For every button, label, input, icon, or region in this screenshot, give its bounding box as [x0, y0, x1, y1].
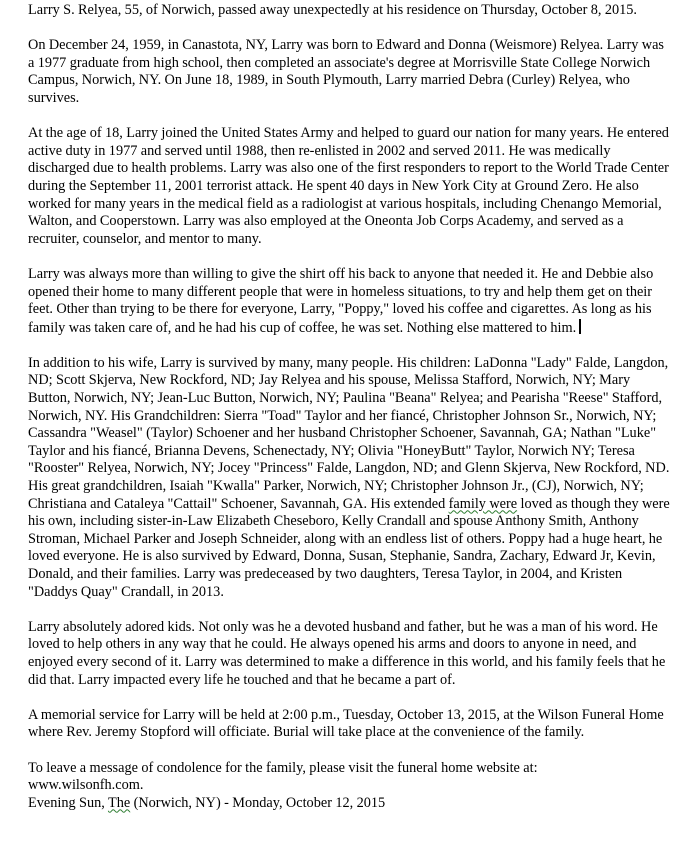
text-cursor	[579, 319, 581, 334]
military-career-paragraph: At the age of 18, Larry joined the United States Army and helped to guard our nation for many years. He entered active duty in 1977 and served until 1988, then re-enlisted in 2002 and served 2011. He was medically discharged due to health problems. Larry was also one of the first responders to report to the World Trade Center during the September 11, 2001 terrorist attack. He spent 40 days in New York City at Ground Zero. He also worked for many years in the medical field as a radiologist at various hospitals, including Chenango Memorial, Walton, and Cooperstown. Larry was also employed at the Oneonta Job Corps Academy, and served as a recruiter, counselor, and mentor to many.	[28, 125, 669, 247]
grammar-flagged-word[interactable]: The	[107, 794, 131, 811]
condolence-paragraph	[28, 760, 672, 813]
obituary-document[interactable]	[28, 2, 672, 812]
survivors-text-start: In addition to his wife, Larry is survived by many, many people. His children: LaDonna "Lady" Falde, Langdon, ND; Scott Skjerva, New Rockford, ND; Jay Relyea and his spouse, Melissa Stafford, Norwich, NY; Mary Button, Norwich, NY; Jean-Luc Button, Norwich, NY; Paulina "Beana" Relyea; and Pearisha "Reese" Stafford, Norwich, NY. His Grandchildren: Sierra "Toad" Taylor and her fiancé, Christopher Johnson Sr., Norwich, NY; Cassandra "Weasel" (Taylor) Schoener and her husband Christopher Schoener, Savannah, GA; Nathan "Luke" Taylor and his fiancé, Brianna Devens, Schenectady, NY; Olivia "HoneyButt" Taylor, Norwich NY; Teresa "Rooster" Relyea, Norwich, NY; Jocey "Princess" Falde, Langdon, ND; and Glenn Skjerva, New Rockford, ND. His great grandchildren, Isaiah "Kwalla" Parker, Norwich, NY; Christopher Johnson Jr., (CJ), Norwich, NY; Christiana and Cataleya "Cattail" Schoener, Savannah, GA. His extended	[28, 354, 670, 512]
birth-education-paragraph: On December 24, 1959, in Canastota, NY, Larry was born to Edward and Donna (Weismore) Relyea. Larry was a 1977 graduate from high school, then completed an associate's degree at Morrisville State College Norwich Campus, Norwich, NY. On June 18, 1989, in South Plymouth, Larry married Debra (Curley) Relyea, who survives.	[28, 37, 664, 106]
tribute-paragraph: Larry absolutely adored kids. Not only was he a devoted husband and father, but he was a man of his word. He loved to help others in any way that he could. He always opened his arms and doors to anyone in need, and enjoyed every second of it. Larry was determined to make a difference in this world, and his family feels that he did that. Larry impacted every life he touched and that he became a part of.	[28, 618, 666, 688]
character-text: Larry was always more than willing to give the shirt off his back to anyone that needed it. He and Debbie also opened their home to many different people that were in homeless situations, to try and help them get on their feet. Other than trying to be there for everyone, Larry, "Poppy," loved his coffee and cigarettes. As long as his family was taken care of, and he had his cup of coffee, he was set. Nothing else mattered to him.	[28, 265, 654, 336]
condolence-line: To leave a message of condolence for the family, please visit the funeral home website at:	[28, 759, 538, 776]
survivors-text-end: loved as though they were his own, including sister-in-Law Elizabeth Cheseboro, Kelly Crandall and spouse Anthony Smith, Anthony Stroman, Michael Parker and Joseph Schneider, along with an endless list of others. Poppy had a huge heart, he loved everyone. He is also survived by Edward, Donna, Susan, Stephanie, Sandra, Zachary, Edward Jr, Kevin, Donald, and their families. Larry was predeceased by two daughters, Teresa Taylor, in 2004, and Kristen "Daddys Quay" Crandall, in 2013.	[28, 495, 670, 600]
survivors-paragraph	[28, 355, 672, 601]
character-paragraph	[28, 266, 672, 337]
grammar-flagged-phrase[interactable]: family were	[448, 495, 518, 512]
source-line-end: (Norwich, NY) - Monday, October 12, 2015	[130, 794, 386, 811]
memorial-service-paragraph: A memorial service for Larry will be held at 2:00 p.m., Tuesday, October 13, 2015, at the Wilson Funeral Home where Rev. Jeremy Stopford will officiate. Burial will take place at the convenience of the family.	[28, 706, 664, 741]
funeral-home-website: www.wilsonfh.com.	[28, 777, 144, 794]
opening-paragraph: Larry S. Relyea, 55, of Norwich, passed away unexpectedly at his residence on Thursday, October 8, 2015.	[28, 2, 638, 18]
source-line-start: Evening Sun,	[28, 794, 108, 811]
